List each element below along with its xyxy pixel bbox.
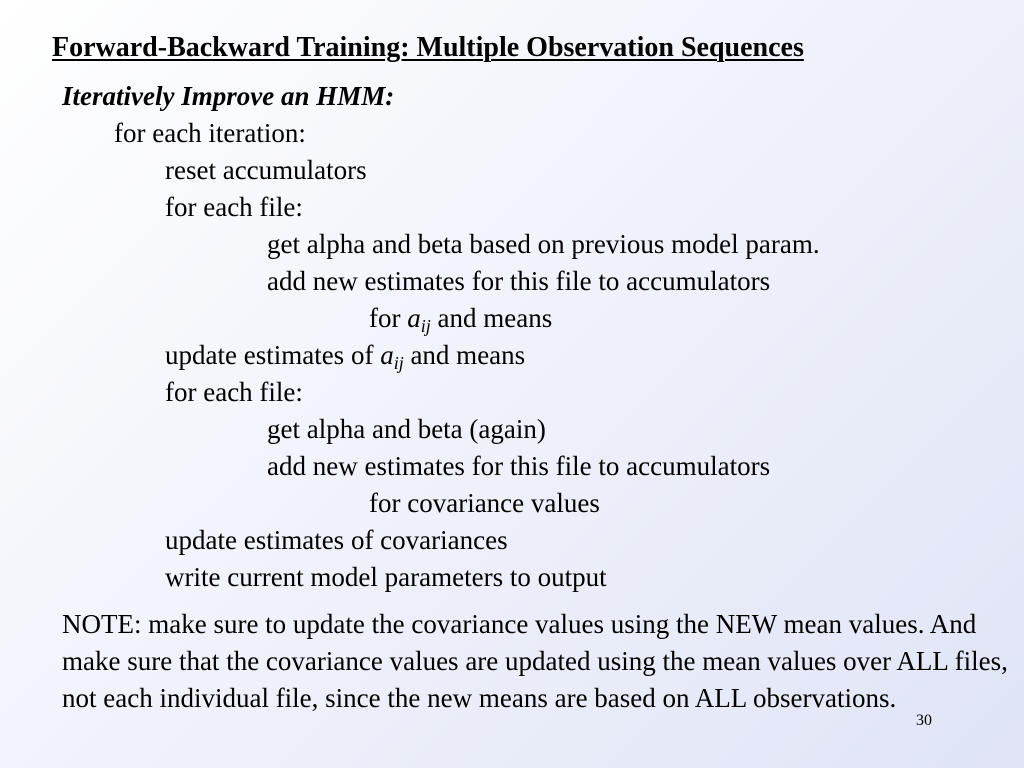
pseudo-line-add-estimates-2: add new estimates for this file to accumulators [267,451,771,481]
pseudo-line-for-aij-means [62,300,1002,337]
pseudo-line-get-alpha-beta: get alpha and beta based on previous model param. [267,229,820,259]
pseudo-line-for-covariance: for covariance values [369,488,600,518]
pseudo-line-reset-accumulators: reset accumulators [165,155,367,185]
pseudo-line-iteration-loop: for each iteration: [114,118,306,148]
pseudo-line-add-estimates-1: add new estimates for this file to accumulators [267,266,771,296]
pseudo-line-file-loop-2: for each file: [165,377,303,407]
line-text-suffix: and means [430,303,553,333]
page-number: 30 [916,712,932,729]
slide-title: Forward-Backward Training: Multiple Observation Sequences [52,32,804,63]
line-text-prefix: update estimates of [165,340,381,370]
pseudo-line-file-loop-1: for each file: [165,192,303,222]
pseudo-line-get-alpha-beta-again: get alpha and beta (again) [267,414,546,444]
symbol-subscript: ij [393,353,404,373]
pseudo-line-update-covariances: update estimates of covariances [165,525,508,555]
symbol-subscript: ij [420,316,431,336]
aij-symbol [380,340,404,373]
line-text-suffix: and means [403,340,526,370]
note-paragraph: NOTE: make sure to update the covariance values using the NEW mean values. And make sure that the covariance values are updated using the mean values over ALL files, not each individual file, since the new means are based on ALL observations. [62,609,1008,713]
algorithm-heading: Iteratively Improve an HMM: [62,81,395,111]
pseudo-line-update-aij-means [62,337,1002,374]
aij-symbol [407,303,431,336]
line-text-prefix: for [369,303,408,333]
algorithm-block [62,78,1002,596]
symbol-base: a [407,303,421,333]
pseudo-line-write-output: write current model parameters to output [165,562,607,592]
symbol-base: a [380,340,394,370]
